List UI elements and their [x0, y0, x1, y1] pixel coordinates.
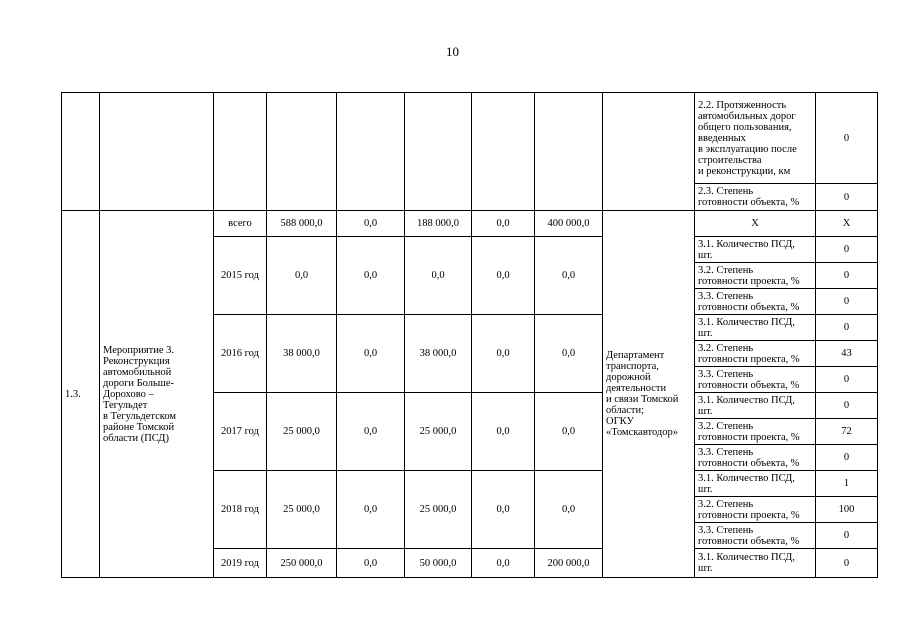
fund-value: 0,0	[337, 211, 405, 237]
fund-value: 400 000,0	[535, 211, 603, 237]
program-table	[61, 92, 878, 578]
fund-value: 0,0	[472, 549, 535, 578]
indicator-name: 3.3. Степень готовности объекта, %	[695, 367, 816, 393]
fund-value: 0,0	[472, 237, 535, 315]
fund-value: 38 000,0	[405, 315, 472, 393]
table-row-total	[62, 211, 878, 237]
indicator-value: 0	[816, 549, 878, 578]
indicator-name: 3.1. Количество ПСД, шт.	[695, 393, 816, 419]
empty-cell	[405, 93, 472, 211]
indicator-value: 100	[816, 497, 878, 523]
fund-value: 0,0	[337, 549, 405, 578]
total-value: 0,0	[267, 237, 337, 315]
fund-value: 0,0	[337, 237, 405, 315]
fund-value: 25 000,0	[405, 393, 472, 471]
total-value: 25 000,0	[267, 393, 337, 471]
fund-value: 200 000,0	[535, 549, 603, 578]
executor: Департамент транспорта, дорожной деятельности и связи Томской области; ОГКУ «Томскавтодор»	[603, 211, 695, 578]
indicator-name: 3.2. Степень готовности проекта, %	[695, 341, 816, 367]
indicator-value: 0	[816, 445, 878, 471]
fund-value: 0,0	[472, 315, 535, 393]
fund-value: 0,0	[535, 471, 603, 549]
indicator-value: 0	[816, 263, 878, 289]
item-name: Мероприятие 3. Реконструкция автомобильной дороги Больше- Дорохово – Тегульдет в Тегульдетском районе Томской области (ПСД)	[100, 211, 214, 578]
fund-value: 0,0	[472, 211, 535, 237]
indicator-value: 0	[816, 393, 878, 419]
indicator-value: 0	[816, 93, 878, 184]
fund-value: 0,0	[405, 237, 472, 315]
empty-cell	[62, 93, 100, 211]
empty-cell	[267, 93, 337, 211]
page-number: 10	[446, 44, 459, 59]
indicator-value: 0	[816, 315, 878, 341]
empty-cell	[337, 93, 405, 211]
fund-value: 0,0	[535, 315, 603, 393]
year-label: 2017 год	[214, 393, 267, 471]
indicator-name: 2.3. Степень готовности объекта, %	[695, 184, 816, 211]
total-value: 588 000,0	[267, 211, 337, 237]
fund-value: 0,0	[337, 393, 405, 471]
indicator-value: 0	[816, 237, 878, 263]
empty-cell	[535, 93, 603, 211]
empty-cell	[472, 93, 535, 211]
fund-value: 0,0	[535, 393, 603, 471]
fund-value: 0,0	[535, 237, 603, 315]
indicator-name: 3.1. Количество ПСД, шт.	[695, 471, 816, 497]
indicator-name: 3.3. Степень готовности объекта, %	[695, 445, 816, 471]
fund-value: 0,0	[337, 471, 405, 549]
indicator-name: 3.3. Степень готовности объекта, %	[695, 523, 816, 549]
empty-cell	[603, 93, 695, 211]
year-label: 2016 год	[214, 315, 267, 393]
indicator-name: 3.1. Количество ПСД, шт.	[695, 237, 816, 263]
fund-value: 0,0	[472, 393, 535, 471]
year-label: 2015 год	[214, 237, 267, 315]
item-number: 1.3.	[62, 211, 100, 578]
indicator-value: 1	[816, 471, 878, 497]
indicator-value: 0	[816, 184, 878, 211]
year-label: 2018 год	[214, 471, 267, 549]
empty-cell	[100, 93, 214, 211]
year-label: 2019 год	[214, 549, 267, 578]
fund-value: 0,0	[337, 315, 405, 393]
indicator-name: 2.2. Протяженность автомобильных дорог общего пользования, введенных в эксплуатацию после строительства и реконструкции, км	[695, 93, 816, 184]
fund-value: 50 000,0	[405, 549, 472, 578]
indicator-value: 0	[816, 289, 878, 315]
total-value: 38 000,0	[267, 315, 337, 393]
indicator-value: 0	[816, 523, 878, 549]
fund-value: 188 000,0	[405, 211, 472, 237]
indicator-name: 3.2. Степень готовности проекта, %	[695, 497, 816, 523]
indicator-value: 43	[816, 341, 878, 367]
fund-value: 0,0	[472, 471, 535, 549]
indicator-value: 72	[816, 419, 878, 445]
indicator-name: Х	[695, 211, 816, 237]
total-value: 25 000,0	[267, 471, 337, 549]
indicator-name: 3.1. Количество ПСД, шт.	[695, 315, 816, 341]
indicator-value: Х	[816, 211, 878, 237]
indicator-name: 3.2. Степень готовности проекта, %	[695, 419, 816, 445]
indicator-name: 3.1. Количество ПСД, шт.	[695, 549, 816, 578]
table-row	[62, 93, 878, 184]
year-label: всего	[214, 211, 267, 237]
empty-cell	[214, 93, 267, 211]
indicator-name: 3.2. Степень готовности проекта, %	[695, 263, 816, 289]
total-value: 250 000,0	[267, 549, 337, 578]
fund-value: 25 000,0	[405, 471, 472, 549]
indicator-value: 0	[816, 367, 878, 393]
indicator-name: 3.3. Степень готовности объекта, %	[695, 289, 816, 315]
